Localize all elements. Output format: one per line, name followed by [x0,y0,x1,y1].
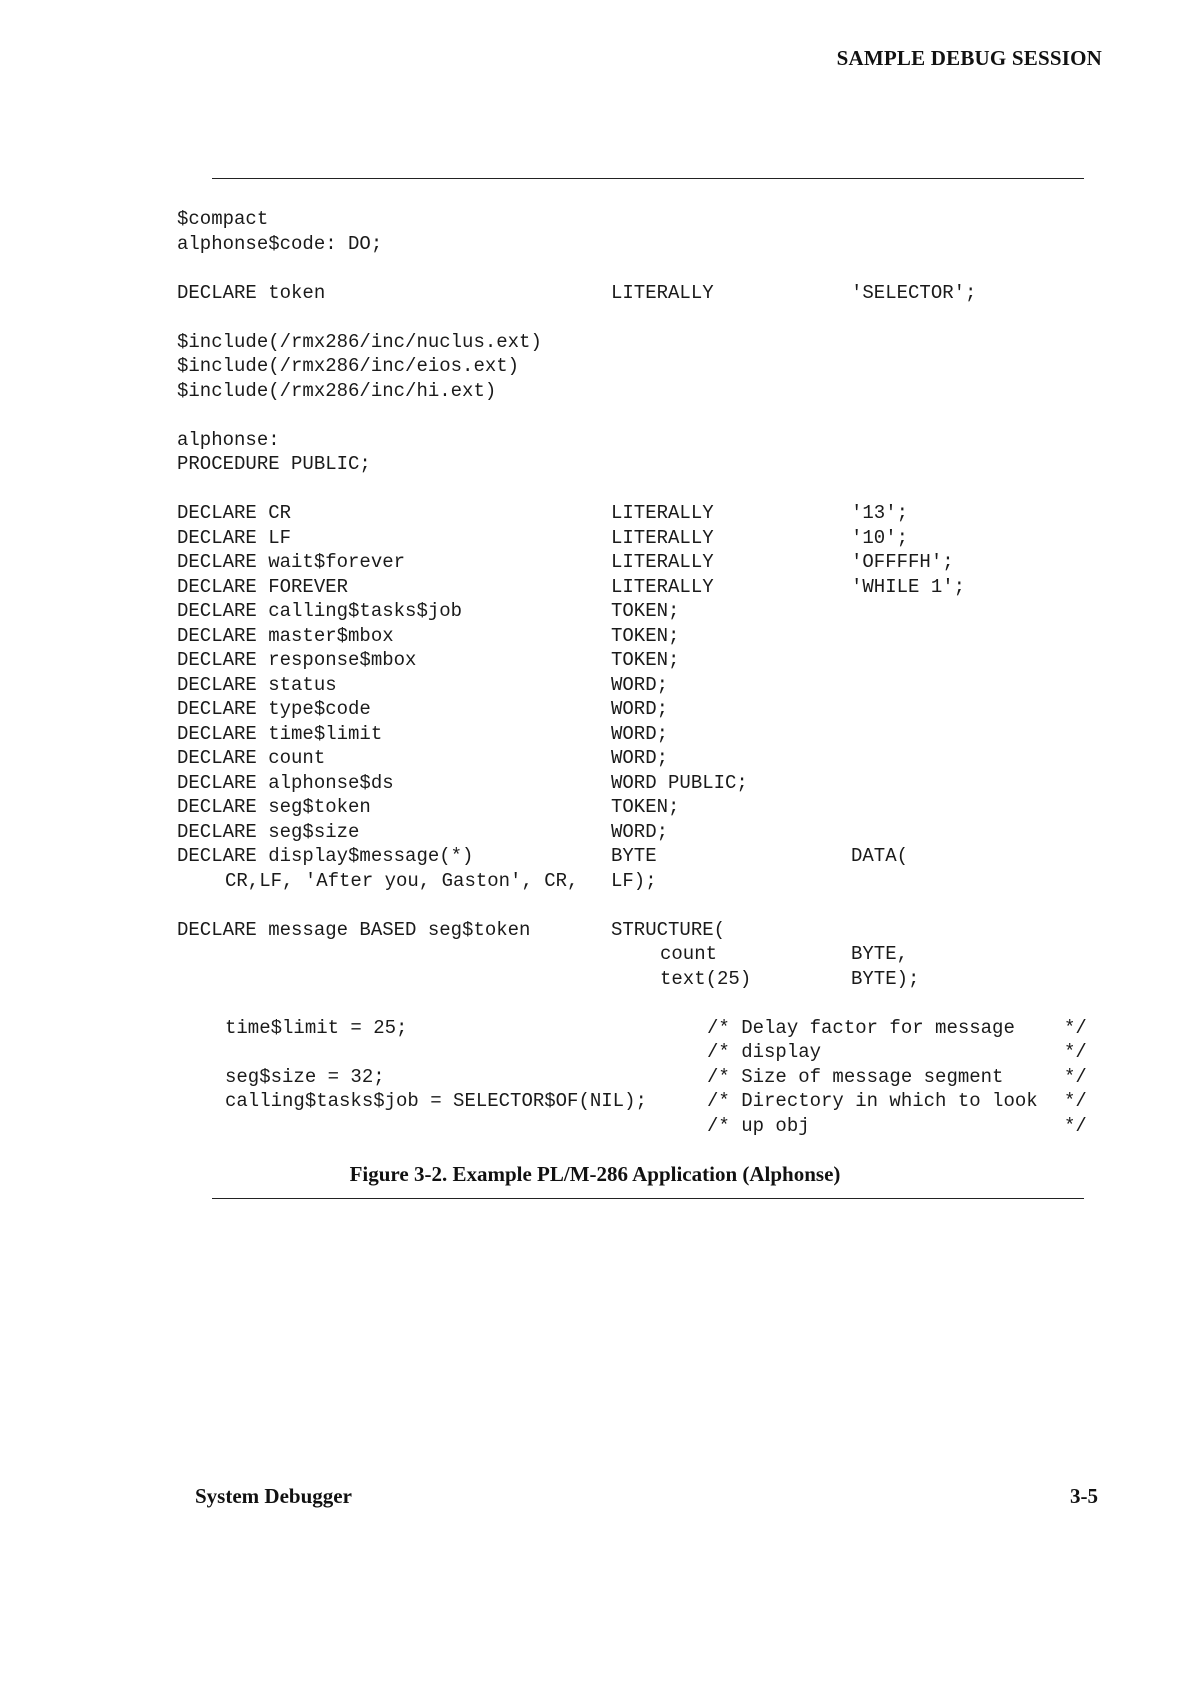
code-text: text(25) [660,967,752,990]
code-comment: /* Directory in which to look [707,1090,1038,1112]
figure-caption: Figure 3-2. Example PL/M-286 Application (Alphonse) [349,1162,841,1186]
code-comment: /* Size of message segment [707,1065,1004,1088]
code-line [177,942,1097,967]
code-text: DECLARE status [177,673,337,696]
code-text: LITERALLY [611,281,714,304]
comment-end: */ [1064,1016,1087,1039]
comment-end: */ [1064,1090,1087,1112]
bottom-rule [212,1198,1084,1199]
code-line [177,550,1097,575]
footer-title: System Debugger [195,1484,352,1508]
code-line [177,1065,1097,1090]
code-text: TOKEN; [611,600,680,622]
code-text: '13'; [851,502,909,524]
code-text: $include(/rmx286/inc/hi.ext) [177,379,497,402]
code-text: DECLARE message BASED seg$token [177,918,531,941]
code-text: DECLARE alphonse$ds [177,771,394,794]
code-text: $include(/rmx286/inc/nuclus.ext) [177,330,542,353]
code-line [177,501,1097,526]
code-text: WORD; [611,673,669,696]
code-line [177,673,1097,698]
page-number: 3-5 [1070,1484,1098,1508]
code-line [177,207,1097,232]
code-text: DECLARE count [177,747,326,769]
code-line [177,379,1097,404]
code-line [177,1114,1097,1139]
code-text: PROCEDURE PUBLIC; [177,453,371,475]
code-text: DECLARE token [177,281,326,304]
code-line [177,624,1097,649]
code-comment: /* up obj [707,1114,810,1137]
code-text: DECLARE display$message(*) [177,845,474,867]
code-line [177,1089,1097,1114]
code-text: TOKEN; [611,796,680,818]
code-text: time$limit = 25; [225,1016,408,1039]
code-line [177,697,1097,722]
code-text: STRUCTURE( [611,918,726,941]
code-line [177,844,1097,869]
code-line [177,232,1097,257]
code-text: WORD; [611,722,669,745]
code-text: LITERALLY [611,575,714,598]
code-text: 'WHILE 1'; [851,575,966,598]
code-text: CR,LF, 'After you, Gaston', CR, [225,869,579,892]
code-text: DATA( [851,845,909,867]
code-text: BYTE); [851,967,920,990]
code-line [177,452,1097,477]
code-text: 'SELECTOR'; [851,281,977,304]
code-text: WORD PUBLIC; [611,771,748,794]
code-line [177,869,1097,894]
code-text: '10'; [851,526,909,549]
code-text: TOKEN; [611,649,680,671]
code-text: DECLARE CR [177,502,292,524]
code-text: BYTE [611,845,657,867]
code-text: WORD; [611,820,669,843]
code-text: DECLARE wait$forever [177,551,406,573]
code-text: DECLARE master$mbox [177,624,394,647]
code-line [177,918,1097,943]
code-line [177,746,1097,771]
code-text: WORD; [611,698,669,720]
code-text: DECLARE type$code [177,698,371,720]
code-line [177,330,1097,355]
code-line [177,722,1097,747]
code-text: count [660,943,718,965]
code-text: LITERALLY [611,551,714,573]
code-text: LF); [611,869,657,892]
code-text: calling$tasks$job = SELECTOR$OF(NIL); [225,1090,647,1112]
code-line [177,820,1097,845]
code-line [177,1016,1097,1041]
code-text: DECLARE LF [177,526,292,549]
code-text: LITERALLY [611,526,714,549]
code-line [177,648,1097,673]
code-text: DECLARE seg$size [177,820,360,843]
code-comment: /* display [707,1041,822,1063]
code-text: WORD; [611,747,669,769]
code-text: $include(/rmx286/inc/eios.ext) [177,355,520,377]
code-line [177,795,1097,820]
top-rule [212,178,1084,179]
code-line [177,771,1097,796]
comment-end: */ [1064,1065,1087,1088]
code-text: BYTE, [851,943,909,965]
code-text: alphonse: [177,428,280,451]
code-text: DECLARE calling$tasks$job [177,600,463,622]
code-line [177,575,1097,600]
code-text: DECLARE response$mbox [177,649,417,671]
code-text: alphonse$code: DO; [177,232,383,255]
code-text: DECLARE time$limit [177,722,383,745]
code-text: DECLARE seg$token [177,796,371,818]
running-header: SAMPLE DEBUG SESSION [836,46,1102,70]
code-line [177,281,1097,306]
code-line [177,428,1097,453]
code-line [177,1040,1097,1065]
code-line [177,967,1097,992]
code-comment: /* Delay factor for message [707,1016,1015,1039]
code-line [177,599,1097,624]
code-line [177,354,1097,379]
code-text: LITERALLY [611,502,714,524]
code-text: $compact [177,208,269,230]
comment-end: */ [1064,1114,1087,1137]
code-text: DECLARE FOREVER [177,575,349,598]
code-text: seg$size = 32; [225,1065,385,1088]
comment-end: */ [1064,1041,1087,1063]
code-text: TOKEN; [611,624,680,647]
code-line [177,526,1097,551]
code-text: 'OFFFFH'; [851,551,954,573]
code-listing [177,207,1097,1138]
